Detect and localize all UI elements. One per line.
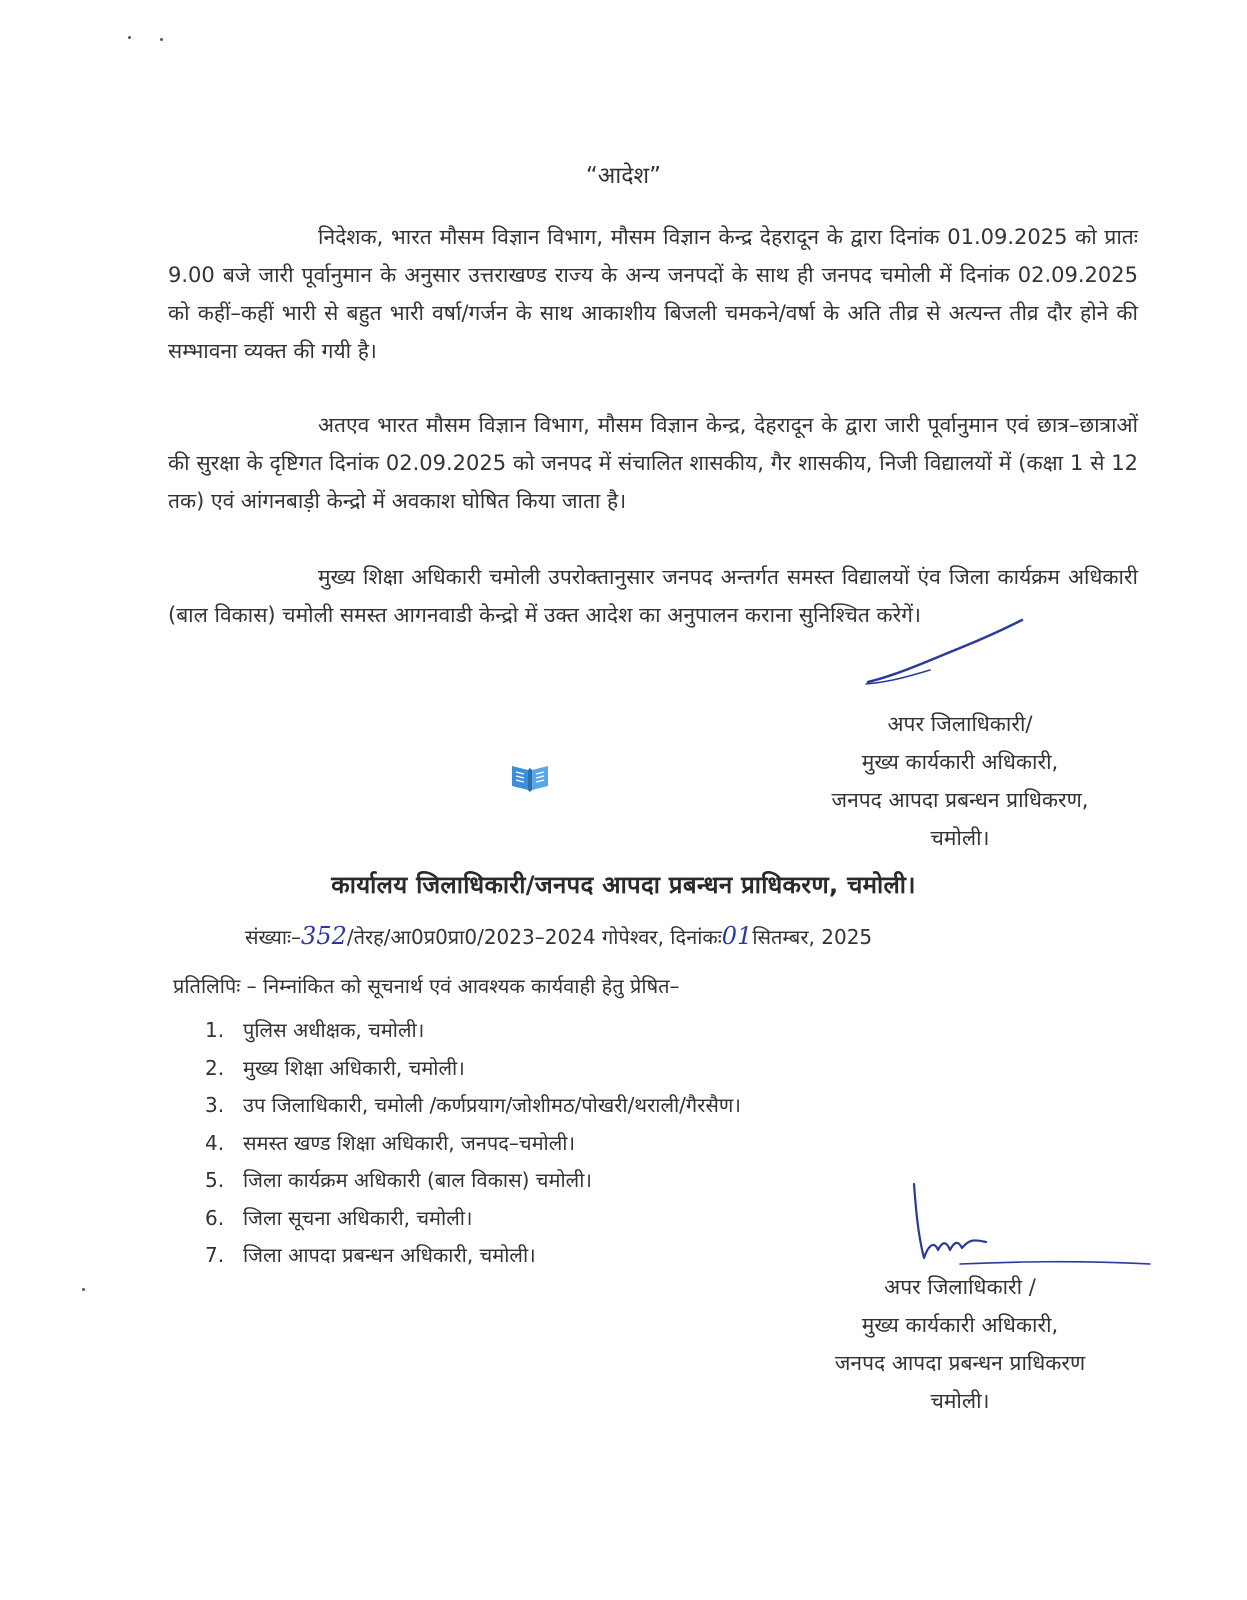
list-item	[205, 1162, 741, 1200]
signature-stroke-1	[860, 612, 1030, 692]
reference-number: 352	[301, 922, 347, 950]
list-item-text: जिला कार्यक्रम अधिकारी (बाल विकास) चमोली।	[243, 1168, 592, 1192]
copy-to-list	[205, 1012, 741, 1275]
list-item-number: 6.	[205, 1205, 225, 1230]
signature-stroke-2	[900, 1180, 1160, 1280]
list-item	[205, 1050, 741, 1088]
office-heading: कार्यालय जिलाधिकारी/जनपद आपदा प्रबन्धन प्राधिकरण, चमोली।	[331, 871, 916, 899]
list-item	[205, 1237, 741, 1275]
list-item-text: जिला सूचना अधिकारी, चमोली।	[243, 1205, 473, 1230]
list-item-text: मुख्य शिक्षा अधिकारी, चमोली।	[243, 1055, 465, 1080]
list-item-number: 1.	[205, 1018, 225, 1042]
list-item	[205, 1012, 741, 1050]
paragraph-text: अतएव भारत मौसम विज्ञान विभाग, मौसम विज्ञान केन्द्र, देहरादून के द्वारा जारी पूर्वानुमान एवं छात्र–छात्राओं की सुरक्षा के दृष्टिगत दिनांक 02.09.2025 को जनपद में संचालित शासकीय, गैर शासकीय, निजी विद्यालयों में (कक्षा 1 से 12 तक) एवं आंगनबाड़ी केन्द्रो में अवकाश घोषित किया जाता है।	[168, 413, 1138, 513]
signatory-designation: अपर जिलाधिकारी /	[884, 1275, 1036, 1299]
signatory-block-2	[780, 1268, 1140, 1420]
signatory-designation: मुख्य कार्यकारी अधिकारी,	[861, 1313, 1059, 1337]
list-item-number: 7.	[205, 1243, 225, 1267]
copy-to-heading: प्रतिलिपिः – निम्नांकित को सूचनार्थ एवं आवश्यक कार्यवाही हेतु प्रेषित–	[173, 974, 680, 998]
signatory-authority: जनपद आपदा प्रबन्धन प्राधिकरण,	[831, 788, 1089, 812]
list-item	[205, 1087, 741, 1125]
paragraph-text: निदेशक, भारत मौसम विज्ञान विभाग, मौसम विज्ञान केन्द्र देहरादून के द्वारा दिनांक 01.09.2025 को प्रातः 9.00 बजे जारी पूर्वानुमान के अनुसार उत्तराखण्ड राज्य के अन्य जनपदों के साथ ही जनपद चमोली में दिनांक 02.09.2025 को कहीं–कहीं भारी से बहुत भारी वर्षा/गर्जन के साथ आकाशीय बिजली चमकने/वर्षा के अति तीव्र से अत्यन्त तीव्र दौर होने की सम्भावना व्यक्त की गयी है।	[168, 225, 1138, 363]
reference-day: 01	[721, 922, 753, 950]
list-item	[205, 1125, 741, 1163]
signatory-block-1	[780, 705, 1140, 857]
reference-month-year: सितम्बर, 2025	[752, 925, 873, 949]
scan-speck	[160, 38, 163, 41]
order-paragraph-1	[168, 218, 1138, 370]
reference-line	[245, 922, 872, 950]
list-item-number: 3.	[205, 1093, 225, 1117]
reference-suffix: /तेरह/आ0प्र0प्रा0/2023–2024 गोपेश्वर, दिनांकः	[346, 925, 722, 949]
signatory-designation: अपर जिलाधिकारी/	[887, 712, 1033, 736]
list-item-text: उप जिलाधिकारी, चमोली /कर्णप्रयाग/जोशीमठ/पोखरी/थराली/गैरसैण।	[243, 1093, 741, 1117]
list-item	[205, 1200, 741, 1238]
list-item-number: 5.	[205, 1168, 225, 1192]
signatory-district: चमोली।	[930, 1389, 990, 1413]
reference-prefix: संख्याः–	[245, 925, 302, 949]
signatory-district: चमोली।	[930, 826, 990, 850]
order-title: “आदेश”	[585, 163, 662, 189]
list-item-number: 4.	[205, 1130, 225, 1155]
scan-speck	[128, 36, 131, 39]
paragraph-text: मुख्य शिक्षा अधिकारी चमोली उपरोक्तानुसार जनपद अन्तर्गत समस्त विद्यालयों एंव जिला कार्यक्रम अधिकारी (बाल विकास) चमोली समस्त आगनवाडी केन्द्रो में उक्त आदेश का अनुपालन कराना सुनिश्चित करेगें।	[168, 565, 1138, 627]
order-paragraph-2	[168, 406, 1138, 520]
list-item-number: 2.	[205, 1055, 225, 1080]
signatory-designation: मुख्य कार्यकारी अधिकारी,	[861, 750, 1059, 774]
signatory-authority: जनपद आपदा प्रबन्धन प्राधिकरण	[834, 1351, 1086, 1375]
book-icon	[508, 760, 552, 794]
list-item-text: समस्त खण्ड शिक्षा अधिकारी, जनपद–चमोली।	[243, 1130, 576, 1155]
scan-speck	[82, 1288, 85, 1291]
list-item-text: जिला आपदा प्रबन्धन अधिकारी, चमोली।	[243, 1243, 536, 1267]
list-item-text: पुलिस अधीक्षक, चमोली।	[243, 1018, 425, 1042]
